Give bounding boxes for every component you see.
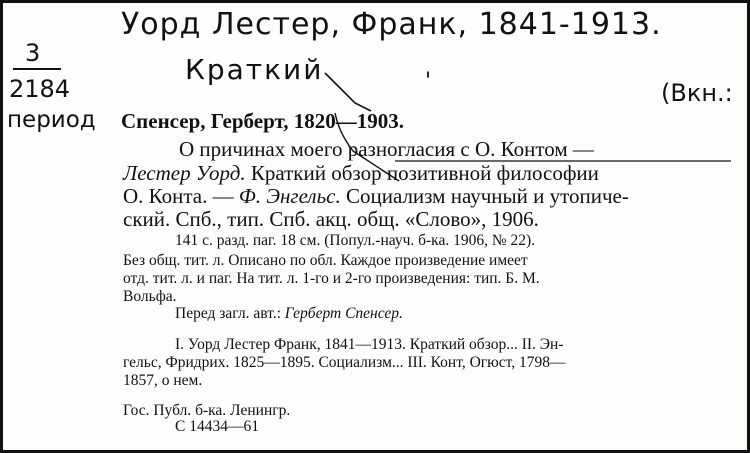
notes-line-1: Без общ. тит. л. Описано по обл. Каждое произведение имеет [123, 252, 528, 269]
title-engels: Ф. Энгельс. [238, 184, 341, 208]
shelf-number-top: 3 [25, 39, 41, 67]
tracings-line-3: 1857, о нем. [123, 372, 203, 389]
library-name: Гос. Публ. б-ка. Ленингр. [123, 402, 291, 419]
author-note-label: Перед загл. авт.: [175, 305, 281, 322]
title-line-1: О причинах моего разногласия с О. Контом — [179, 137, 594, 161]
title-line-2-rest: Краткий обзор позитивной философии [245, 161, 599, 185]
title-author: Лестер Уорд. [123, 161, 246, 185]
periodical-note: период [7, 107, 96, 133]
title-line-3-start: О. Конта. — [123, 184, 239, 208]
title-line-3-end: Социализм научный и утопиче- [340, 184, 629, 208]
author-note [175, 305, 403, 323]
collation: 141 с. разд. паг. 18 см. (Попул.-науч. б-ка. 1906, № 22). [175, 232, 536, 249]
notes-line-3: Вольфа. [123, 288, 177, 305]
tracings-line-2: гельс, Фридрих. 1825—1895. Социализм... III. Конт, Огюст, 1798— [123, 354, 566, 371]
notes-line-2: отд. тит. л. и паг. На тит. л. 1-го и 2-го произведения: тип. Б. М. [123, 270, 540, 287]
handwritten-apostrophe: ' [425, 69, 432, 94]
margin-note: (Вкн.: [661, 79, 733, 107]
editing-arrow-stroke [325, 73, 371, 111]
author-note-value: Герберт Спенсер. [284, 305, 403, 322]
title-line-4: ский. Спб., тип. Спб. акц. общ. «Слово», 1906. [123, 207, 539, 231]
heading: Спенсер, Герберт, 1820—1903. [121, 109, 404, 133]
handwritten-title: Уорд Лестер, Франк, 1841-1913. [121, 7, 662, 42]
tracings-line-1: I. Уорд Лестер Франк, 1841—1913. Краткий обзор... II. Эн- [175, 336, 564, 353]
shelf-number-bottom: 2184 [9, 75, 71, 103]
title-line-3 [123, 184, 629, 209]
handwritten-kratkiy: Краткий [185, 53, 324, 86]
call-number: С 14434—61 [175, 418, 259, 435]
title-line-2 [123, 161, 599, 186]
